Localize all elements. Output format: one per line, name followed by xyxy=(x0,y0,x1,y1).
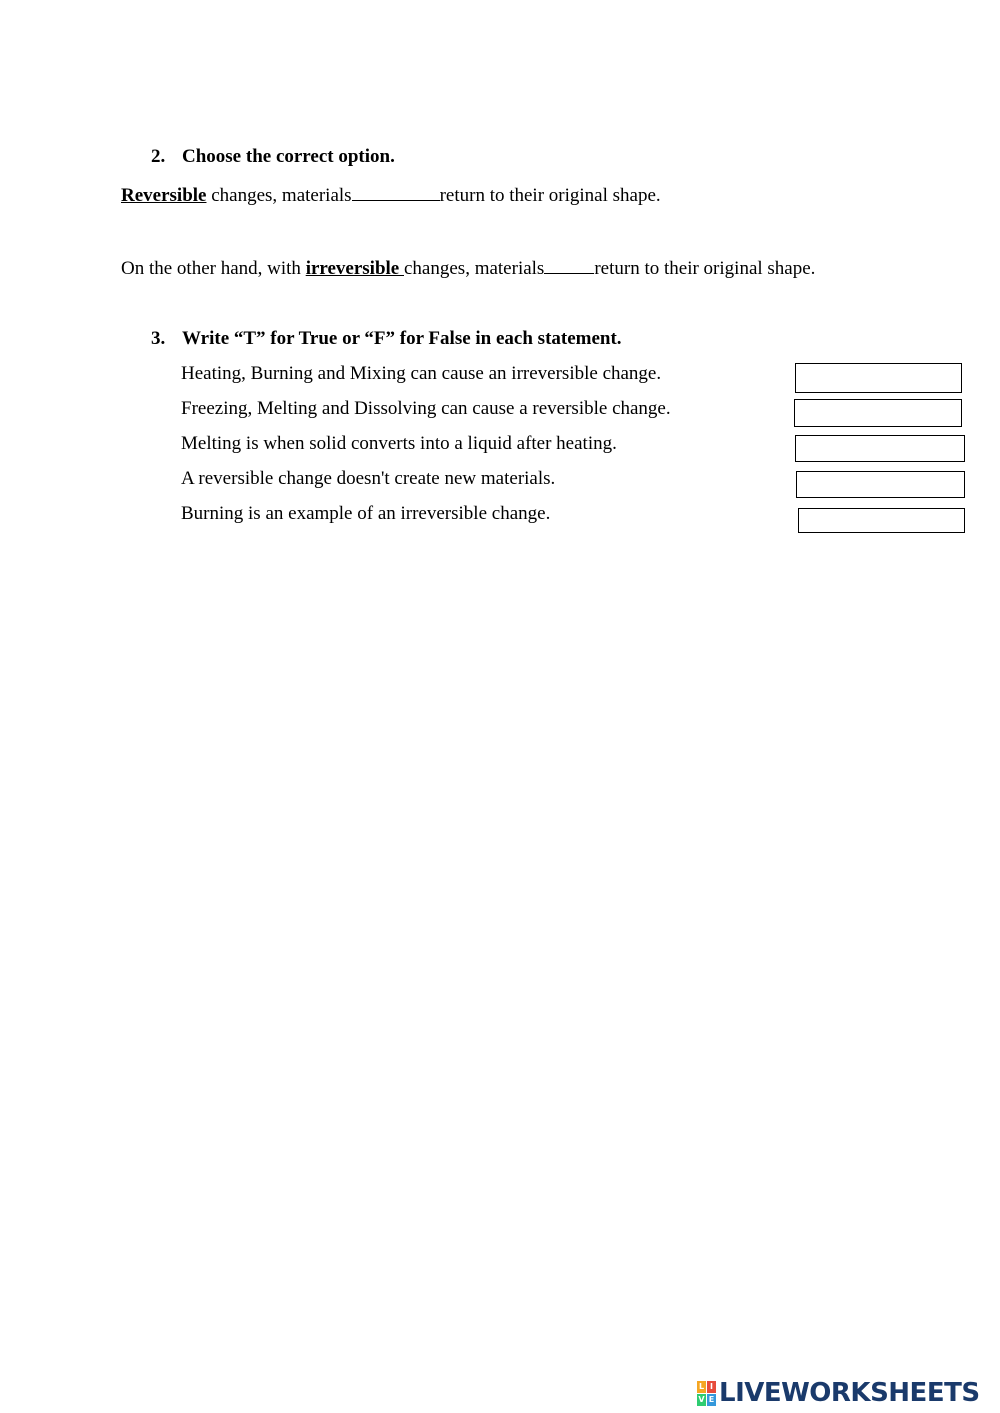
question-2-sentence-1 xyxy=(121,185,661,207)
keyword-reversible: Reversible xyxy=(121,185,207,206)
logo-mark-i: I xyxy=(707,1381,716,1393)
answer-box-2[interactable] xyxy=(794,399,962,427)
statement-1: Heating, Burning and Mixing can cause an irreversible change. xyxy=(181,363,662,384)
sentence-2-blank[interactable] xyxy=(544,258,594,274)
question-3-instruction: Write “T” for True or “F” for False in each statement. xyxy=(182,328,622,349)
sentence-1-before-blank: changes, materials xyxy=(206,185,352,206)
statement-2: Freezing, Melting and Dissolving can cause a reversible change. xyxy=(181,398,671,419)
question-2-heading xyxy=(151,146,395,168)
statement-3: Melting is when solid converts into a liquid after heating. xyxy=(181,433,617,454)
answer-box-5[interactable] xyxy=(798,508,965,533)
sentence-2-before-blank: changes, materials xyxy=(404,258,545,279)
liveworksheets-logo xyxy=(697,1378,980,1408)
sentence-2-prefix: On the other hand, with xyxy=(121,258,306,279)
logo-text: LIVEWORKSHEETS xyxy=(719,1378,980,1408)
sentence-1-after-blank: return to their original shape. xyxy=(439,185,661,206)
answer-box-3[interactable] xyxy=(795,435,965,462)
sentence-1-blank[interactable] xyxy=(352,185,440,201)
question-3-number: 3. xyxy=(151,328,166,349)
logo-mark-e: E xyxy=(708,1394,715,1404)
logo-mark-icon xyxy=(697,1381,716,1406)
question-2-number: 2. xyxy=(151,146,166,167)
answer-box-1[interactable] xyxy=(795,363,962,393)
answer-box-4[interactable] xyxy=(796,471,965,498)
keyword-irreversible: irreversible xyxy=(305,258,404,279)
question-2-sentence-2 xyxy=(121,258,815,280)
statement-5: Burning is an example of an irreversible change. xyxy=(181,503,551,524)
question-3-heading xyxy=(151,328,622,350)
logo-mark-l: L xyxy=(698,1381,705,1391)
sentence-2-after-blank: return to their original shape. xyxy=(594,258,816,279)
question-2-instruction: Choose the correct option. xyxy=(182,146,395,167)
logo-mark-v: V xyxy=(698,1394,705,1404)
statement-4: A reversible change doesn't create new materials. xyxy=(181,468,556,489)
